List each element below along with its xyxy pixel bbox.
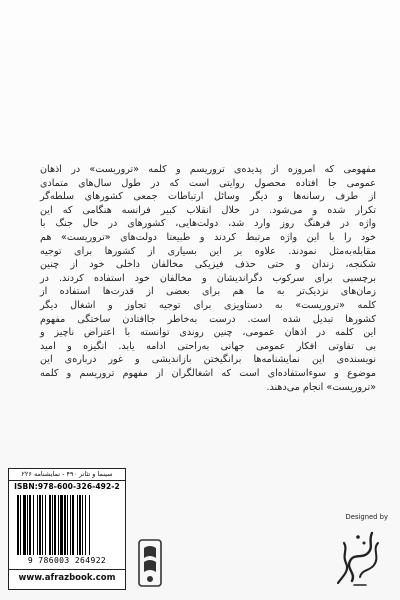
barcode-bar — [70, 495, 71, 555]
text-line: نویسنده‌ی این نمایشنامه‌ها برانگیختن بازاندیشی و غور درباره‌ی این — [40, 354, 376, 366]
text-line: از طرف رسانه‌ها و دیگر وسائل ارتباطات جمعی کشورهای سلطه‌گر — [40, 191, 376, 203]
text-line: تکرار شده و می‌شود. در خلال انقلاب کبیر فرانسه هنگامی که این — [40, 204, 376, 216]
barcode-bar — [49, 495, 51, 555]
text-line: مقابله‌به‌مثل نمودند. علاوه بر این بسیاری از کشورها برای توجیه — [40, 245, 376, 257]
barcode-bar — [37, 495, 38, 555]
barcode-bar — [52, 495, 53, 555]
barcode-icon — [15, 495, 119, 555]
back-cover-text — [40, 163, 376, 394]
text-line: «تروریست» انجام می‌دهند. — [266, 381, 376, 393]
publisher-website[interactable]: www.afrazbook.com — [9, 569, 125, 587]
barcode-bar — [64, 495, 66, 555]
text-line: برچسبی برای سرکوب دگراندیشان و مخالفان خود استفاده کردند. در — [40, 272, 376, 284]
text-line: واژه در فرهنگ روز وارد شد، دولت‌هایی، کشورهای در حال جنگ با — [40, 218, 376, 230]
barcode-bar — [29, 495, 31, 555]
barcode-bar — [79, 495, 81, 555]
barcode-bar — [72, 495, 74, 555]
designer-label: Designed by — [345, 513, 388, 521]
barcode-bar — [60, 495, 63, 555]
barcode-bar — [45, 495, 46, 555]
text-line: موضوع و سوءاستفاده‌ای است که اشغالگران از مفهوم تروریسم و کلمه — [40, 367, 376, 379]
barcode-panel — [8, 468, 126, 590]
series-info: سینما و تئاتر ۴۹۰ - نمایشنامه ۲۲۶ — [9, 469, 125, 481]
isbn-label: ISBN:978-600-326-492-2 — [14, 482, 120, 491]
publisher-logo-icon — [136, 538, 164, 588]
barcode-bar — [20, 495, 21, 555]
text-line: عمومی جا افتاده محصول روایتی است که در طول سال‌های متمادی — [40, 177, 376, 189]
barcode-bar — [58, 495, 59, 555]
barcode-bar — [17, 495, 19, 555]
barcode-bar — [33, 495, 34, 555]
designer-signature-icon — [328, 523, 388, 591]
barcode-bar — [89, 495, 90, 555]
barcode-bar — [77, 495, 78, 555]
barcode-bar — [85, 495, 86, 555]
text-line: بی تفاوتی افکار عمومی جهانی به‌راحتی ادامه یابد. انگیزه و امید — [40, 340, 376, 352]
text-line: زمان‌های نزدیک‌تر به ما هم برای بعضی از قدرت‌ها استفاده از — [40, 286, 376, 298]
barcode-bar — [27, 495, 28, 555]
barcode-bar — [67, 495, 68, 555]
text-line: کلمه «تروریست» به دستاویزی برای توجیه تجاوز و اشغال دیگر — [40, 299, 376, 311]
text-line: خود را با این واژه مرتبط کردند و طبیعتا دولت‌های «تروریست» هم — [40, 231, 376, 243]
barcode-bar — [82, 495, 83, 555]
barcode-digits: 9 786003 264922 — [27, 556, 107, 565]
text-line: مفهومی که امروزه از پدیده‌ی تروریسم و کلمه «تروریست» در اذهان — [40, 164, 376, 175]
designer-credit — [328, 513, 388, 593]
barcode-bar — [42, 495, 43, 555]
text-line: کشورها تبدیل شده است. درست به‌خاطر جاافتادن ساختگی مفهوم — [40, 313, 376, 325]
barcode-bar — [54, 495, 56, 555]
text-line: شکنجه، زندان و حتی حذف فیزیکی مخالفان داخلی خود از چنین — [40, 259, 376, 271]
barcode-bar — [39, 495, 41, 555]
barcode-bar — [23, 495, 26, 555]
text-line: این کلمه در اذهان عمومی، چنین روندی توانسته با اعتراض ناچیز و — [40, 327, 376, 339]
